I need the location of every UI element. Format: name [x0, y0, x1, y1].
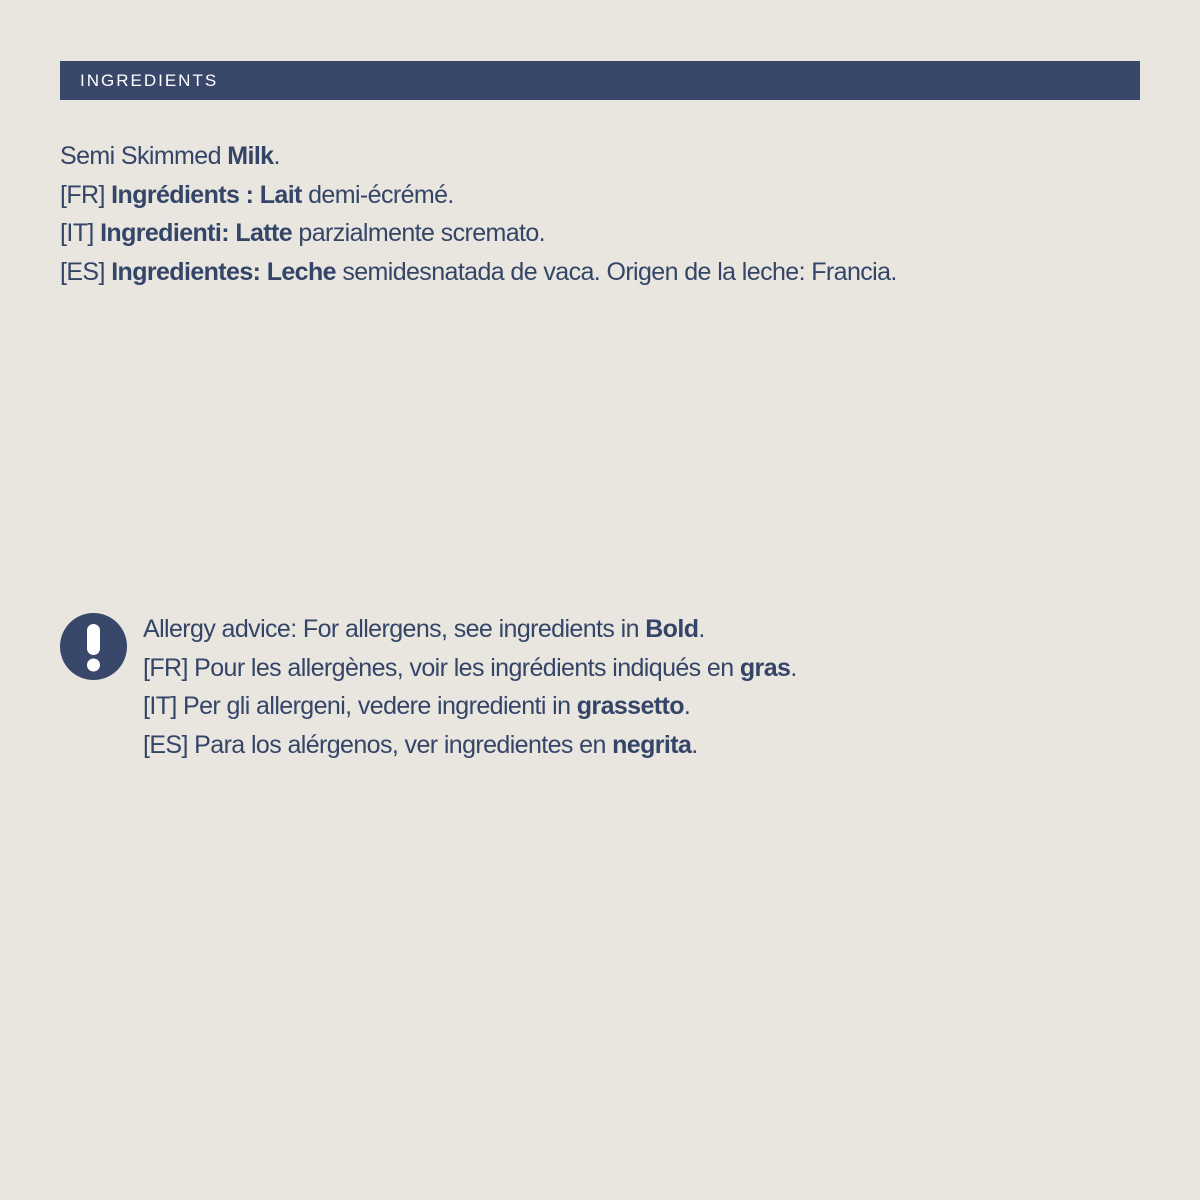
allergy-en-text: Allergy advice: For allergens, see ingredients in — [143, 615, 646, 643]
allergy-fr-end: . — [790, 653, 797, 682]
section-header-bar — [60, 61, 1140, 100]
allergy-fr-text: [FR] Pour les allergènes, voir les ingrédients indiqués en — [143, 653, 740, 682]
ingredients-es-prefix: [ES] — [60, 257, 112, 286]
allergy-line-fr — [143, 649, 1133, 688]
allergy-en-end: . — [698, 615, 705, 643]
ingredients-en-allergen: Milk — [227, 142, 274, 170]
allergy-line-es — [143, 726, 1133, 765]
ingredients-en-text: Semi Skimmed — [60, 142, 228, 170]
allergy-es-bold: negrita — [612, 730, 692, 759]
ingredients-fr-prefix: [FR] — [60, 180, 112, 209]
ingredients-line-it — [60, 214, 1140, 253]
ingredients-es-text: semidesnatada de vaca. Origen de la leche: Francia. — [335, 257, 897, 286]
allergy-text-block — [143, 610, 1133, 764]
allergy-es-end: . — [691, 730, 698, 759]
ingredients-fr-text: demi-écrémé. — [301, 180, 454, 209]
allergy-en-bold: Bold — [645, 615, 699, 643]
allergy-it-bold: grassetto — [576, 692, 684, 720]
ingredients-list — [60, 137, 1140, 291]
ingredients-it-allergen: Ingredienti: Latte — [100, 219, 293, 247]
allergy-line-en — [143, 610, 1133, 649]
allergy-it-end: . — [683, 692, 691, 720]
ingredients-line-es — [60, 253, 1140, 292]
ingredients-it-prefix: [IT] — [60, 219, 101, 247]
ingredients-it-text: parzialmente scremato. — [292, 219, 546, 247]
ingredients-line-fr — [60, 176, 1140, 215]
ingredients-fr-allergen: Ingrédients : Lait — [111, 180, 302, 209]
allergy-it-text: [IT] Per gli allergeni, vedere ingredienti in — [143, 692, 577, 720]
exclamation-circle-icon — [60, 613, 127, 680]
allergy-es-text: [ES] Para los alérgenos, ver ingredientes en — [143, 730, 613, 759]
ingredients-es-allergen: Ingredientes: Leche — [111, 257, 336, 286]
ingredients-line-en — [60, 137, 1140, 176]
section-title: INGREDIENTS — [80, 71, 219, 90]
allergy-fr-bold: gras — [739, 653, 791, 682]
ingredients-en-end: . — [273, 142, 280, 170]
allergy-line-it — [143, 687, 1133, 726]
